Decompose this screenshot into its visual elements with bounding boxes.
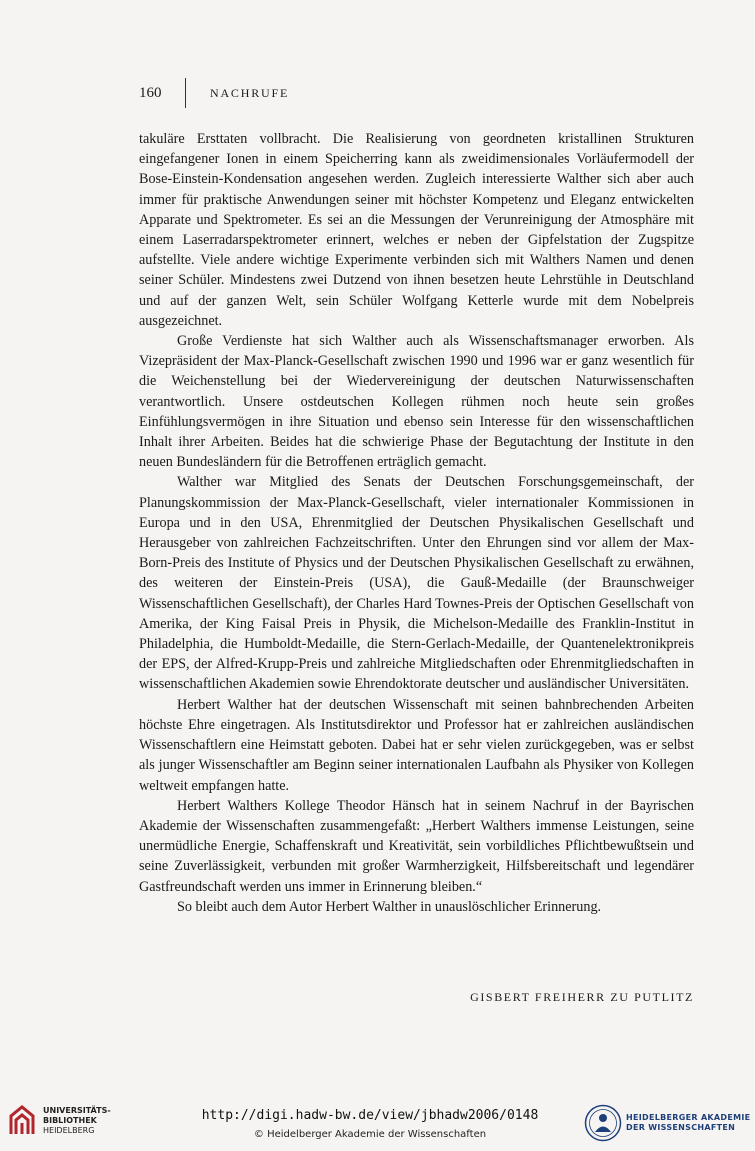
university-library-logo-text	[43, 1106, 111, 1136]
author-signature: GISBERT FREIHERR ZU PUTLITZ	[470, 990, 694, 1004]
header-divider	[185, 78, 186, 108]
ub-logo-line3: HEIDELBERG	[43, 1126, 95, 1135]
footer-bar	[0, 1096, 755, 1151]
ub-logo-line1: UNIVERSITÄTS-	[43, 1106, 111, 1115]
paragraph-5: Herbert Walthers Kollege Theodor Hänsch hat in seinem Nachruf in der Bayrischen Akademie der Wissenschaften zusammengefaßt: „Herbert Walthers immense Leistungen, seine unermüdliche Energie, Schaffenskraft und Kreativität, sein vorbildliches Pflichtbewußtsein und seine Zuverlässigkeit, verbunden mit großer Warmherzigkeit, Hilfsbereitschaft und legendärer Gastfreundschaft werden uns immer in Erinnerung bleiben.“	[139, 797, 694, 895]
academy-seal-icon	[584, 1104, 622, 1142]
university-library-logo-icon	[7, 1104, 37, 1138]
university-library-logo[interactable]	[7, 1104, 111, 1138]
paragraph-3: Walther war Mitglied des Senats der Deutschen Forschungsgemeinschaft, der Planungskommission der Max-Planck-Gesellschaft, vieler internationaler Kommissionen in Europa und in den USA, Ehrenmitglied der Deutschen Physikalischen Gesellschaft und Herausgeber von zahlreichen Fachzeitschriften. Unter den Ehrungen sind vor allem der Max-Born-Preis des Institute of Physics und der Deutschen Physikalischen Gesellschaft zu erwähnen, des weiteren der Einstein-Preis (USA), die Gauß-Medaille (der Braunschweiger Wissenschaftlichen Gesellschaft), der Charles Hard Townes-Preis der Optischen Gesellschaft von Amerika, der King Faisal Preis in Physik, die Michelson-Medaille des Franklin-Institut in Philadelphia, die Humboldt-Medaille, die Stern-Gerlach-Medaille, der Quantenelektronikpreis der EPS, der Alfred-Krupp-Preis und zahlreiche Mitgliedschaften oder Ehrenmitgliedschaften in wissenschaftlichen Akademien sowie Ehrendoktorate deutscher und ausländischer Universitäten.	[139, 474, 694, 693]
body-text	[139, 129, 694, 917]
page-number: 160	[139, 84, 162, 101]
academy-logo[interactable]	[584, 1104, 750, 1142]
academy-logo-text	[626, 1113, 750, 1133]
ub-logo-line2: BIBLIOTHEK	[43, 1116, 97, 1125]
paragraph-4: Herbert Walther hat der deutschen Wissenschaft mit seinen bahnbrechenden Arbeiten höchste Ehre eingetragen. Als Institutsdirektor und Professor hat er zahlreichen ausländischen Wissenschaftlern eine Heimstatt geboten. Dabei hat er sehr vielen zurückgegeben, was er selbst als junger Wissenschaftler am Beginn seiner internationalen Laufbahn als Physiker von Kollegen weltweit empfangen hatte.	[139, 696, 694, 794]
running-head	[139, 78, 289, 108]
footer-center	[170, 1108, 570, 1140]
section-title: NACHRUFE	[210, 85, 290, 100]
academy-logo-line2: DER WISSENSCHAFTEN	[626, 1123, 736, 1132]
paragraph-2: Große Verdienste hat sich Walther auch als Wissenschaftsmanager erworben. Als Vizepräsident der Max-Planck-Gesellschaft zwischen 1990 und 1996 war er ganz wesentlich für die Weichenstellung bei der Wiedervereinigung der deutschen Naturwissenschaften verantwortlich. Unsere ostdeutschen Kollegen rühmen noch heute sein großes Einfühlungsvermögen in ihre Situation und ebenso sein Interesse für den wissenschaftlichen Inhalt ihrer Arbeiten. Beides hat die schwierige Phase der Begutachtung der Institute in den neuen Bundesländern für die Betroffenen erträglich gemacht.	[139, 333, 694, 471]
copyright-notice: © Heidelberger Akademie der Wissenschaften	[253, 1129, 487, 1140]
paragraph-1: takuläre Ersttaten vollbracht. Die Realisierung von geordneten kristallinen Strukturen eingefangener Ionen in einem Speicherring kann als zweidimensionales Vorläufermodell der Bose-Einstein-Kondensation angesehen werden. Zugleich interessierte Walther sich aber auch immer für praktische Anwendungen seiner mit höchster Kompetenz und Eleganz entwickelten Apparate und Spektrometer. Es sei an die Messungen der Verunreinigung der Atmosphäre mit einem Laserradarspektrometer erinnert, welches er neben der Gipfelstation der Zugspitze aufstellte. Viele andere wichtige Experimente verbinden sich mit Walthers Namen und denen seiner Schüler. Mindestens zwei Dutzend von ihnen besetzen heute Lehrstühle in Deutschland und auf der ganzen Welt, sein Schüler Wolfgang Ketterle wurde mit dem Nobelpreis ausgezeichnet.	[139, 131, 694, 329]
academy-logo-line1: HEIDELBERGER AKADEMIE	[626, 1113, 751, 1122]
permalink-url[interactable]: http://digi.hadw-bw.de/view/jbhadw2006/0148	[201, 1108, 539, 1123]
paragraph-6: So bleibt auch dem Autor Herbert Walther in unauslöschlicher Erinnerung.	[177, 898, 602, 915]
